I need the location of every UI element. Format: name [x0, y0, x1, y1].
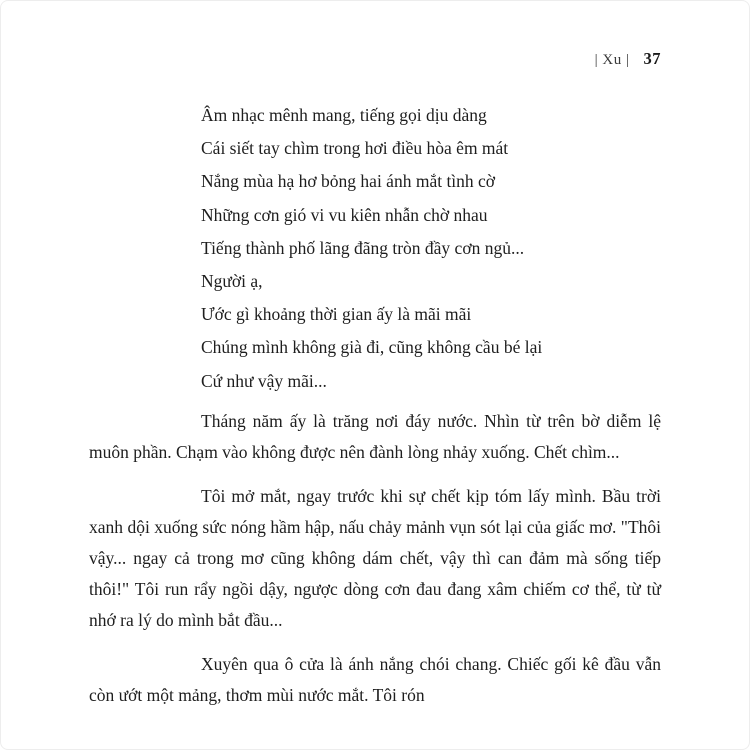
poem-line: Âm nhạc mênh mang, tiếng gọi dịu dàng: [201, 105, 487, 125]
page-number: 37: [643, 49, 661, 68]
poem-line: Nắng mùa hạ hơ bỏng hai ánh mắt tình cờ: [201, 171, 496, 192]
poem-line: Những cơn gió vi vu kiên nhẫn chờ nhau: [201, 204, 488, 225]
poem-line: Cứ như vậy mãi...: [201, 370, 327, 391]
poem-line: Cái siết tay chìm trong hơi điều hòa êm mát: [201, 138, 509, 159]
prose-block: [89, 406, 661, 711]
poem-line: Tiếng thành phố lãng đãng tròn đầy cơn ngủ...: [201, 237, 525, 258]
paragraph: Tháng năm ấy là trăng nơi đáy nước. Nhìn từ trên bờ diễm lệ muôn phần. Chạm vào không được nên đành lòng nhảy xuống. Chết chìm...: [89, 410, 661, 462]
paragraph: Xuyên qua ô cửa là ánh nắng chói chang. Chiếc gối kê đầu vẫn còn ướt một mảng, thơm mùi nước mắt. Tôi rón: [89, 653, 661, 705]
poem-line: Ước gì khoảng thời gian ấy là mãi mãi: [201, 304, 472, 325]
paragraph: Tôi mở mắt, ngay trước khi sự chết kịp tóm lấy mình. Bầu trời xanh dội xuống sức nóng hầm hập, nấu chảy mảnh vụn sót lại của giấc mơ. "Thôi vậy... ngay cả trong mơ cũng không dám chết, vậy thì can đảm mà sống tiếp thôi!" Tôi run rẩy ngồi dậy, ngược dòng cơn đau đang xâm chiếm cơ thể, từ từ nhớ ra lý do mình bắt đầu...: [89, 485, 661, 630]
poem-line: Người ạ,: [201, 271, 263, 292]
poem-block: [89, 99, 661, 398]
running-head: [89, 49, 661, 69]
poem-line: Chúng mình không già đi, cũng không cầu bé lại: [201, 337, 543, 358]
running-head-title: | Xu |: [594, 52, 630, 68]
